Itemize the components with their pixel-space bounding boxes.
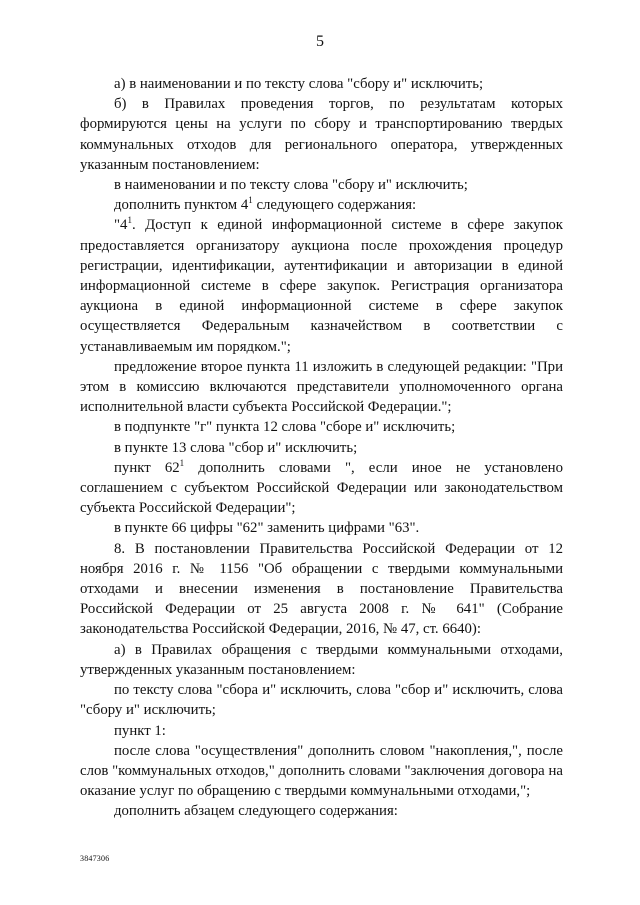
paragraph-post-text: следующего содержания: [252, 197, 417, 214]
superscript-marker: 1 [127, 215, 132, 226]
paragraph-point-13-edit: в пункте 13 слова "сбор и" исключить; [114, 439, 358, 456]
document-code: 3847306 [80, 854, 110, 863]
paragraph-item-a-heading: а) в наименовании и по тексту слова "сбору и" исключить; [114, 76, 484, 92]
paragraph-add-point-4-1 [80, 195, 563, 215]
superscript-marker: 1 [179, 457, 185, 468]
paragraph-post-text: . Доступ к единой информационной системе в сфере закупок предоставляется организатору аукциона после прохождения процедур регистрации, идентификации, аутентификации и авторизации в единой информационной системе в сфере закупок. Регистрация организатора аукциона в единой информационной системе в сфере закупок осуществляется Федеральным казначейством в соответствии с устанавливаемым им порядком."; [80, 217, 563, 355]
paragraph-add-abzats: дополнить абзацем следующего содержания: [114, 803, 398, 820]
paragraph-post-text: дополнить словами ", если иное не установлено соглашением с субъектом Российской Федерации или законодательством субъекта Российской Федерации"; [80, 459, 563, 517]
paragraph-point-4-1-content [80, 215, 563, 356]
paragraph-point-1-additions: после слова "осуществления" дополнить словом "накопления,", после слов "коммунальных отходов," дополнить словами "заключения договора на оказание услуг по обращению с твердыми коммунальными отходами,"; [80, 742, 563, 800]
paragraph-point-11-edit: предложение второе пункта 11 изложить в следующей редакции: "При этом в комиссию включаются представители уполномоченного органа исполнительной власти субъекта Российской Федерации."; [80, 358, 563, 416]
paragraph-point-62-1-edit [80, 458, 563, 519]
paragraph-title-text-edit: в наименовании и по тексту слова "сбору и" исключить; [114, 177, 468, 194]
paragraph-item-b-auction-rules: б) в Правилах проведения торгов, по результатам которых формируются цены на услуги по сбору и транспортированию твердых коммунальных отходов для регионального оператора, утвержденных указанным постановлением: [80, 96, 563, 173]
paragraph-point-1-heading: пункт 1: [114, 722, 166, 739]
document-body [80, 74, 563, 822]
paragraph-pre-text: пункт 62 [114, 459, 180, 476]
paragraph-text-exclusions: по тексту слова "сбора и" исключить, слова "сбор и" исключить, слова "сбору и" исключить; [80, 682, 563, 719]
superscript-marker: 1 [248, 195, 253, 206]
paragraph-point-66-edit: в пункте 66 цифры "62" заменить цифрами "63". [114, 520, 420, 537]
paragraph-section-8: 8. В постановлении Правительства Российской Федерации от 12 ноября 2016 г. № 1156 "Об обращении с твердыми коммунальными отходами и внесении изменения в постановление Правительства Российской Федерации от 25 августа 2008 г. № 641" (Собрание законодательства Российской Федерации, 2016, № 47, ст. 6640): [80, 540, 563, 638]
paragraph-item-a-waste-rules: а) в Правилах обращения с твердыми коммунальными отходами, утвержденных указанным постановлением: [80, 641, 563, 678]
paragraph-pre-text: "4 [114, 217, 128, 234]
paragraph-point-12-edit: в подпункте "г" пункта 12 слова "сборе и" исключить; [114, 419, 456, 436]
paragraph-pre-text: дополнить пунктом 4 [114, 197, 249, 214]
page-number: 5 [316, 33, 324, 50]
